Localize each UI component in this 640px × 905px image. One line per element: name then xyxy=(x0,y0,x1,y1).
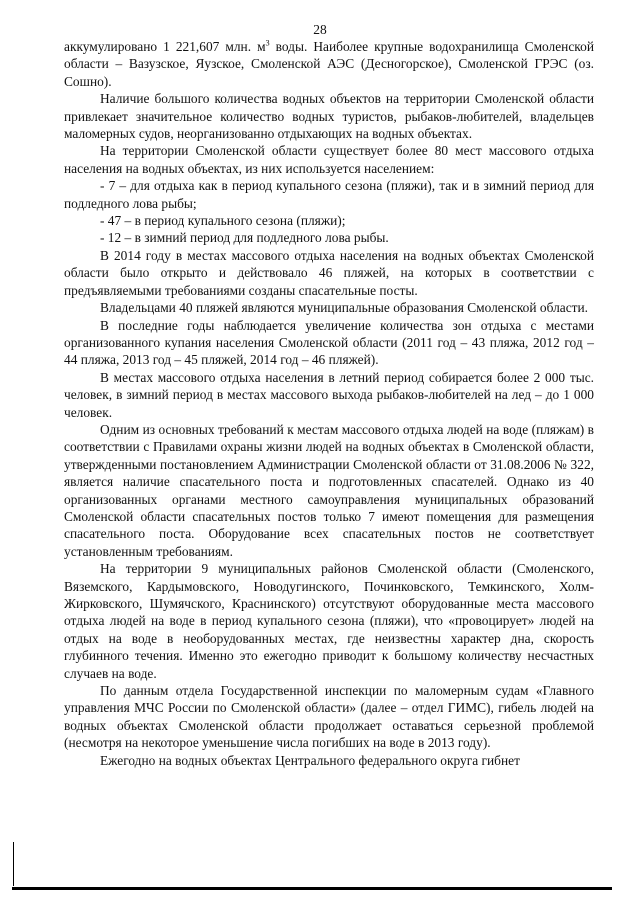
document-body xyxy=(64,38,594,769)
paragraph-water-objects: Наличие большого количества водных объектов на территории Смоленской области привлекает значительное количество водных туристов, рыбаков-любителей, владельцев маломерных судов, неорганизованно отдыхающих на водных объектах. xyxy=(64,91,594,142)
bottom-scan-rule xyxy=(12,887,612,890)
paragraph-gims: По данным отдела Государственной инспекции по маломерным судам «Главного управления МЧС России по Смоленской области» (далее – отдел ГИМС), гибель людей на водных объектах Смоленской области продолжает оставаться серьезной проблемой (несмотря на некоторое уменьшение числа погибших на воде в 2013 году). xyxy=(64,683,594,751)
paragraph-rescue-requirements: Одним из основных требований к местам массового отдыха людей на воде (пляжам) в соответствии с Правилами охраны жизни людей на водных объектах в Смоленской области, утвержденными постановлением Администрации Смоленской области от 31.08.2006 № 322, является наличие спасательного поста и подготовленных спасателей. Однако из 40 организованных органами местного самоуправления муниципальных образований Смоленской области спасательных постов только 7 имеют помещения для размещения спасательного поста. Оборудование всех спасательных постов не соответствует установленным требованиям. xyxy=(64,421,594,559)
paragraph-reservoirs: аккумулировано 1 221,607 млн. $м^3$ воды. Наиболее крупные водохранилища Смоленской области – Вазузское, Яузское, Смоленской АЭС (Десногорское), Смоленской ГРЭС (оз. Сошно). xyxy=(64,38,594,89)
paragraph-beach-owners: Владельцами 40 пляжей являются муниципальные образования Смоленской области. xyxy=(100,300,589,316)
paragraph-zones-growth: В последние годы наблюдается увеличение количества зон отдыха с местами организованного купания населения Смоленской области (2011 год – 43 пляжа, 2012 год – 44 пляжа, 2013 год – 45 пляжей, 2014 год – 46 пляжей). xyxy=(64,317,594,368)
paragraph-central-district: Ежегодно на водных объектах Центрального федерального округа гибнет xyxy=(100,752,520,768)
list-item-2: - 47 – в период купального сезона (пляжи); xyxy=(100,213,346,229)
paragraph-visitors: В местах массового отдыха населения в летний период собирается более 2 000 тыс. человек, в зимний период в местах массового выхода рыбаков-любителей на лед – до 1 000 человек. xyxy=(64,369,594,420)
superscript-cubic: 3 xyxy=(265,38,270,48)
list-item-3: - 12 – в зимний период для подледного лова рыбы. xyxy=(100,230,389,246)
paragraph-beaches-2014: В 2014 году в местах массового отдыха населения на водных объектах Смоленской области было открыто и действовало 46 пляжей, на которых в соответствии с предъявляемыми требованиями созданы спасательные посты. xyxy=(64,247,594,298)
list-item-1: - 7 – для отдыха как в период купального сезона (пляжи), так и в зимний период для подледного лова рыбы; xyxy=(64,178,594,211)
paragraph-mass-recreation: На территории Смоленской области существует более 80 мест массового отдыха населения на водных объектах, из них используется населением: xyxy=(64,143,594,176)
paragraph-districts: На территории 9 муниципальных районов Смоленской области (Смоленского, Вяземского, Кардымовского, Новодугинского, Починковского, Темкинского, Холм-Жирковского, Шумячского, Краснинского) отсутствуют оборудованные места массового отдыха людей на воде в период купального сезона (пляжи), что «провоцирует» людей на отдых на воде в необорудованных местах, где неизвестны характер дна, скорость глубинного течения. Именно это ежегодно приводит к большому количеству несчастных случаев на воде. xyxy=(64,561,594,681)
left-margin-mark xyxy=(13,842,14,886)
page-number: 28 xyxy=(313,22,327,37)
